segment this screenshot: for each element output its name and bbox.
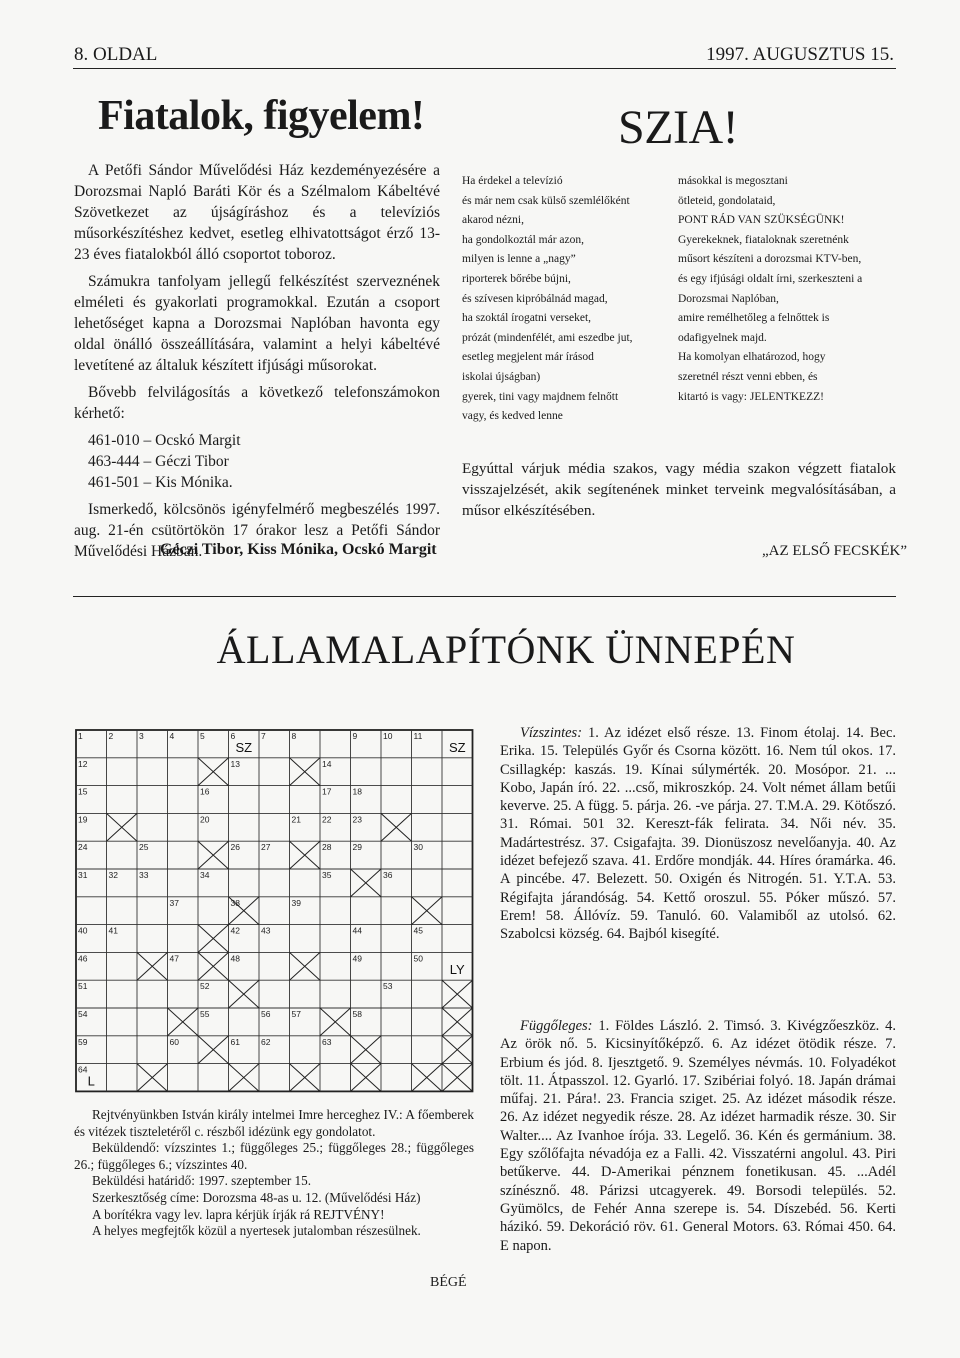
horizontal-label: Vízszintes:	[520, 725, 583, 741]
header-rule	[73, 68, 896, 69]
note-item: Szerkesztőség címe: Dorozsma 48-as u. 12. (Művelődési Ház)	[92, 1189, 421, 1205]
grid-cell-number: 42	[230, 925, 240, 936]
grid-cell-number: 52	[200, 981, 210, 992]
grid-cell-number: 33	[139, 870, 149, 880]
grid-cell-number: 44	[352, 925, 362, 936]
poem-line: ötleteid, gondolataid,	[678, 194, 776, 207]
grid-cell-number: 2	[108, 731, 114, 741]
note-item: Beküldési határidő: 1997. szeptember 15.	[92, 1173, 312, 1189]
grid-cell-number: 57	[291, 1009, 301, 1019]
grid-cell-number: 25	[139, 842, 149, 853]
poem-right-column	[678, 172, 862, 407]
grid-cell-number: 15	[78, 786, 88, 797]
poem-line: Dorozsmai Naplóban,	[678, 292, 779, 305]
poem-line: műsort készíteni a dorozsmai KTV-ben,	[678, 253, 862, 266]
grid-cell-number: 26	[230, 842, 240, 853]
poem-line: vagy, és kedved lenne	[462, 410, 563, 423]
vertical-clues: 1. Földes László. 2. Timsó. 3. Kivégzőeszköz. 4. Az örök nő. 5. Kicsinyítőképző. 6. Az idézet ötödik része. 7. Erbium és jód. 8. Ijesztgető. 9. Személyes névmás. 10. Folyadékot tölt. 11. Átpasszol. 12. Gyarló. 17. Szibériai folyó. 18. Japán drámai műfaj. 21. Pára!. 23. Francia sziget. 25. Az idézet második része. 26. Az idézet negyedik része. 28. Az idézet harmadik része. 30. Sir Walter.... Az Ivanhoe írója. 33. Legelő. 36. Kén és germánium. 38. Egy szőlőfajta névadója ez a Falli. 42. Visszatérni angolul. 43. Piri betűkerve. 44. D-Amerikai pénznem fonetikusan. 45. ...Adél színésznő. 48. Párizsi utcagyerek. 49. Borsodi település. 52. Gyümölcs, de Fehér Anna szerepe is. 54. Díszebéd. 56. Kerti házikó. 59. Dekoráció röv. 61. General Motors. 63. Római 450. 64. E napon.	[500, 1018, 896, 1254]
grid-cell-number: 31	[78, 870, 88, 880]
poem-line: PONT RÁD VAN SZÜKSÉGÜNK!	[678, 214, 845, 227]
grid-given-letter: L	[87, 1073, 95, 1089]
vertical-label: Függőleges:	[520, 1018, 593, 1034]
puzzle-title	[0, 626, 960, 673]
left-paragraph-3: Bővebb felvilágosítás a következő telefonszámokon kérhető:	[74, 384, 440, 422]
grid-border	[76, 730, 473, 1091]
grid-cell-number: 45	[413, 925, 423, 936]
grid-cell-number: 30	[413, 842, 423, 853]
grid-cell-number: 9	[352, 731, 358, 741]
grid-cell-number: 10	[383, 731, 393, 741]
grid-cell-number: 63	[322, 1036, 332, 1047]
grid-cell-number: 29	[352, 842, 362, 853]
left-article-body	[74, 160, 440, 568]
grid-cell-number: 28	[322, 842, 332, 853]
poem-line: szeretnél részt venni ebben, és	[678, 370, 818, 383]
grid-cell-number: 41	[108, 925, 118, 936]
right-article-paragraph: Egyúttal várjuk média szakos, vagy média szakon végzett fiatalok visszajelzését, akik segítenének minket terveink megvalósításában, a műsor elkészítésében.	[462, 460, 896, 519]
note-item: Beküldendő: vízszintes 1.; függőleges 25.; függőleges 28.; függőleges 26.; függőleges 6.; vízszintes 40.	[74, 1140, 474, 1172]
grid-cell-number: 39	[291, 897, 301, 908]
grid-cell-number: 36	[383, 870, 393, 880]
grid-given-letter: LY	[449, 962, 465, 978]
grid-cell-number: 14	[322, 758, 332, 769]
grid-cell-number: 38	[230, 897, 240, 908]
left-closing: Ismerkedő, kölcsönös igényfelmérő megbeszélés 1997. aug. 21-én csütörtökön 17 órakor lesz a Petőfi Sándor Művelődési Házban.	[74, 501, 440, 560]
note-item: A borítékra vagy lev. lapra kérjük írják rá REJTVÉNY!	[92, 1206, 385, 1222]
phone-list	[88, 430, 440, 493]
poem-line: kitartó is vagy: JELENTKEZZ!	[678, 390, 824, 403]
grid-given-letter: SZ	[448, 739, 466, 755]
grid-cell-number: 47	[169, 953, 179, 964]
grid-cell-number: 64	[78, 1064, 88, 1075]
clues-vertical	[500, 1017, 896, 1255]
grid-cell-number: 24	[78, 842, 88, 853]
grid-cell-number: 27	[261, 842, 271, 853]
grid-cell-number: 3	[139, 731, 144, 741]
poem-line: milyen is lenne a „nagy”	[462, 253, 576, 266]
grid-cell-number: 50	[413, 953, 423, 964]
poem-line: prózát (mindenfélét, ami eszedbe jut,	[462, 331, 633, 344]
issue-date: 1997. AUGUSZTUS 15.	[706, 44, 894, 65]
poem-line: ha gondolkoztál már azon,	[462, 233, 584, 246]
grid-cell-number: 43	[261, 925, 271, 936]
grid-cell-number: 53	[383, 981, 393, 992]
grid-cell-number: 11	[413, 731, 423, 741]
grid-cell-number: 32	[108, 870, 118, 880]
crossword-grid[interactable]	[75, 729, 475, 1093]
horizontal-clues: 1. Az idézet első része. 13. Finom étolaj. 14. Bec. Erika. 15. Település Győr és Csorna között. 16. Nem túl okos. 17. Csillagkép: kaszás. 19. Kínai súlymérték. 20. Mosópor. 21. ... Kobo, Japán író. 22. ...cső, mikroszkóp. 24. Volt német állam betűi keverve. 25. A függ. 5. párja. 26. -ve párja. 27. T.M.A. 29. Kötőszó. 31. Római. 501 32. Kereszt-fák felirata. 34. Női név. 35. Madártestrész. 37. Csigafajta. 39. Dionüszosz nevelőanyja. 40. Az idézet befejező szava. 41. Erdőre mondják. 44. Híres óramárka. 46. A pincébe. 47. Belezett. 50. Oxigén és Nitrogén. 51. Y.T.A. 53. Régifajta járandóság. 54. Kettő oroszul. 55. Póker műszó. 57. Erem! 58. Állóvíz. 59. Tanuló. 60. Valamiből az utolsó. 62. Szabolcsi község. 64. Bajból kisegíté.	[500, 725, 896, 943]
grid-cell-number: 16	[200, 786, 210, 797]
poem-line: ha szoktál írogatni verseket,	[462, 312, 592, 325]
grid-cell-number: 13	[230, 758, 240, 769]
poem-line: iskolai újságban)	[462, 370, 541, 383]
phone-item: 461-501 – Kis Mónika.	[88, 474, 233, 491]
grid-cell-number: 20	[200, 814, 210, 825]
grid-given-letter: SZ	[235, 739, 253, 755]
grid-cell-number: 59	[78, 1036, 88, 1047]
grid-cell-number: 55	[200, 1009, 210, 1019]
phone-item: 461-010 – Ocskó Margit	[88, 432, 241, 449]
grid-cell-number: 12	[78, 758, 88, 769]
grid-cell-number: 56	[261, 1009, 271, 1019]
grid-cell-number: 35	[322, 870, 332, 880]
left-signature: Géczi Tibor, Kiss Mónika, Ocskó Margit	[160, 541, 437, 558]
note-item: A helyes megfejtők közül a nyertesek jutalomban részesülnek.	[92, 1223, 421, 1239]
note-item: Rejtvényünkben István király intelmei Imre herceghez IV.: A főemberek és vitézek tiszteletéről c. részből idézünk egy gondolatot.	[74, 1107, 474, 1139]
grid-cell-number: 7	[261, 731, 266, 741]
page-number: 8. OLDAL	[74, 44, 158, 65]
grid-cell-number: 18	[352, 786, 362, 797]
grid-cell-number: 6	[230, 731, 236, 741]
poem-line: akarod nézni,	[462, 214, 524, 227]
grid-cell-number: 46	[78, 953, 88, 964]
grid-cell-number: 22	[322, 814, 332, 825]
grid-cell-number: 8	[291, 731, 297, 741]
grid-cell-number: 40	[78, 925, 88, 936]
poem-left-column	[462, 172, 633, 427]
grid-cell-number: 58	[352, 1009, 362, 1019]
poem-line: és már nem csak külső szemlélőként	[462, 194, 630, 207]
clues-horizontal	[500, 724, 896, 944]
grid-cell-number: 17	[322, 786, 332, 797]
poem-line: Ha komolyan elhatározod, hogy	[678, 351, 826, 364]
left-paragraph-2: Számukra tanfolyam jellegű felkészítést szerveznének elméleti és gyakorlati programokkal. Ezután a csoport lehetőséget kapna a Dorozsmai Naplóban havonta egy oldal önálló összeállítására, valamint a helyi kábeltévé levetítené az általuk készített ifjúsági műsorokat.	[74, 273, 440, 374]
grid-cell-number: 1	[78, 731, 83, 741]
poem-line: és szívesen kipróbálnád magad,	[462, 292, 608, 305]
puzzle-title-text: ÁLLAMALAPÍTÓNK ÜNNEPÉN	[216, 627, 796, 672]
poem-line: esetleg megjelent már írásod	[462, 351, 594, 364]
grid-cell-number: 48	[230, 953, 240, 964]
poem-line: odafigyelnek majd.	[678, 331, 767, 344]
left-article-title: Fiatalok, figyelem!	[98, 93, 425, 139]
section-rule	[73, 596, 896, 597]
grid-cell-number: 19	[78, 814, 88, 825]
grid-cell-number: 51	[78, 981, 88, 992]
grid-cell-number: 62	[261, 1036, 271, 1047]
poem-line: Gyerekeknek, fiataloknak szeretnénk	[678, 233, 849, 246]
grid-cell-number: 60	[169, 1036, 179, 1047]
phone-item: 463-444 – Géczi Tibor	[88, 453, 229, 470]
poem-line: másokkal is megosztani	[678, 175, 788, 187]
grid-cell-number: 5	[200, 731, 205, 741]
poem-line: gyerek, tini vagy majdnem felnőtt	[462, 390, 619, 403]
grid-cell-number: 4	[169, 731, 175, 741]
right-article-title: SZIA!	[618, 101, 739, 154]
poem-line: és egy ifjúsági oldalt írni, szerkeszteni a	[678, 272, 863, 285]
poem-line: Ha érdekel a televízió	[462, 175, 563, 187]
end-mark: BÉGÉ	[430, 1275, 467, 1290]
poem-line: amire remélhetőleg a felnőttek is	[678, 312, 830, 325]
grid-cell-number: 61	[230, 1036, 240, 1047]
poem-line: riporterek bőrébe bújni,	[462, 272, 571, 285]
grid-cell-number: 37	[169, 897, 179, 908]
grid-cell-number: 49	[352, 953, 362, 964]
grid-cell-number: 23	[352, 814, 362, 825]
left-paragraph-1: A Petőfi Sándor Művelődési Ház kezdeményezésére a Dorozsmai Napló Baráti Kör és a Szélmalom Kábeltévé Szövetkezet az újságíráshoz és a televíziós műsorkészítéshez kedvet, esetleg elhivatottságot érző 13-23 éves fiatalokból álló csoportot toboroz.	[74, 162, 440, 263]
right-signature: „AZ ELSŐ FECSKÉK”	[762, 543, 907, 559]
grid-cell-number: 34	[200, 870, 210, 880]
grid-cell-number: 21	[291, 814, 301, 825]
puzzle-notes	[74, 1107, 474, 1240]
grid-cell-number: 54	[78, 1009, 88, 1019]
